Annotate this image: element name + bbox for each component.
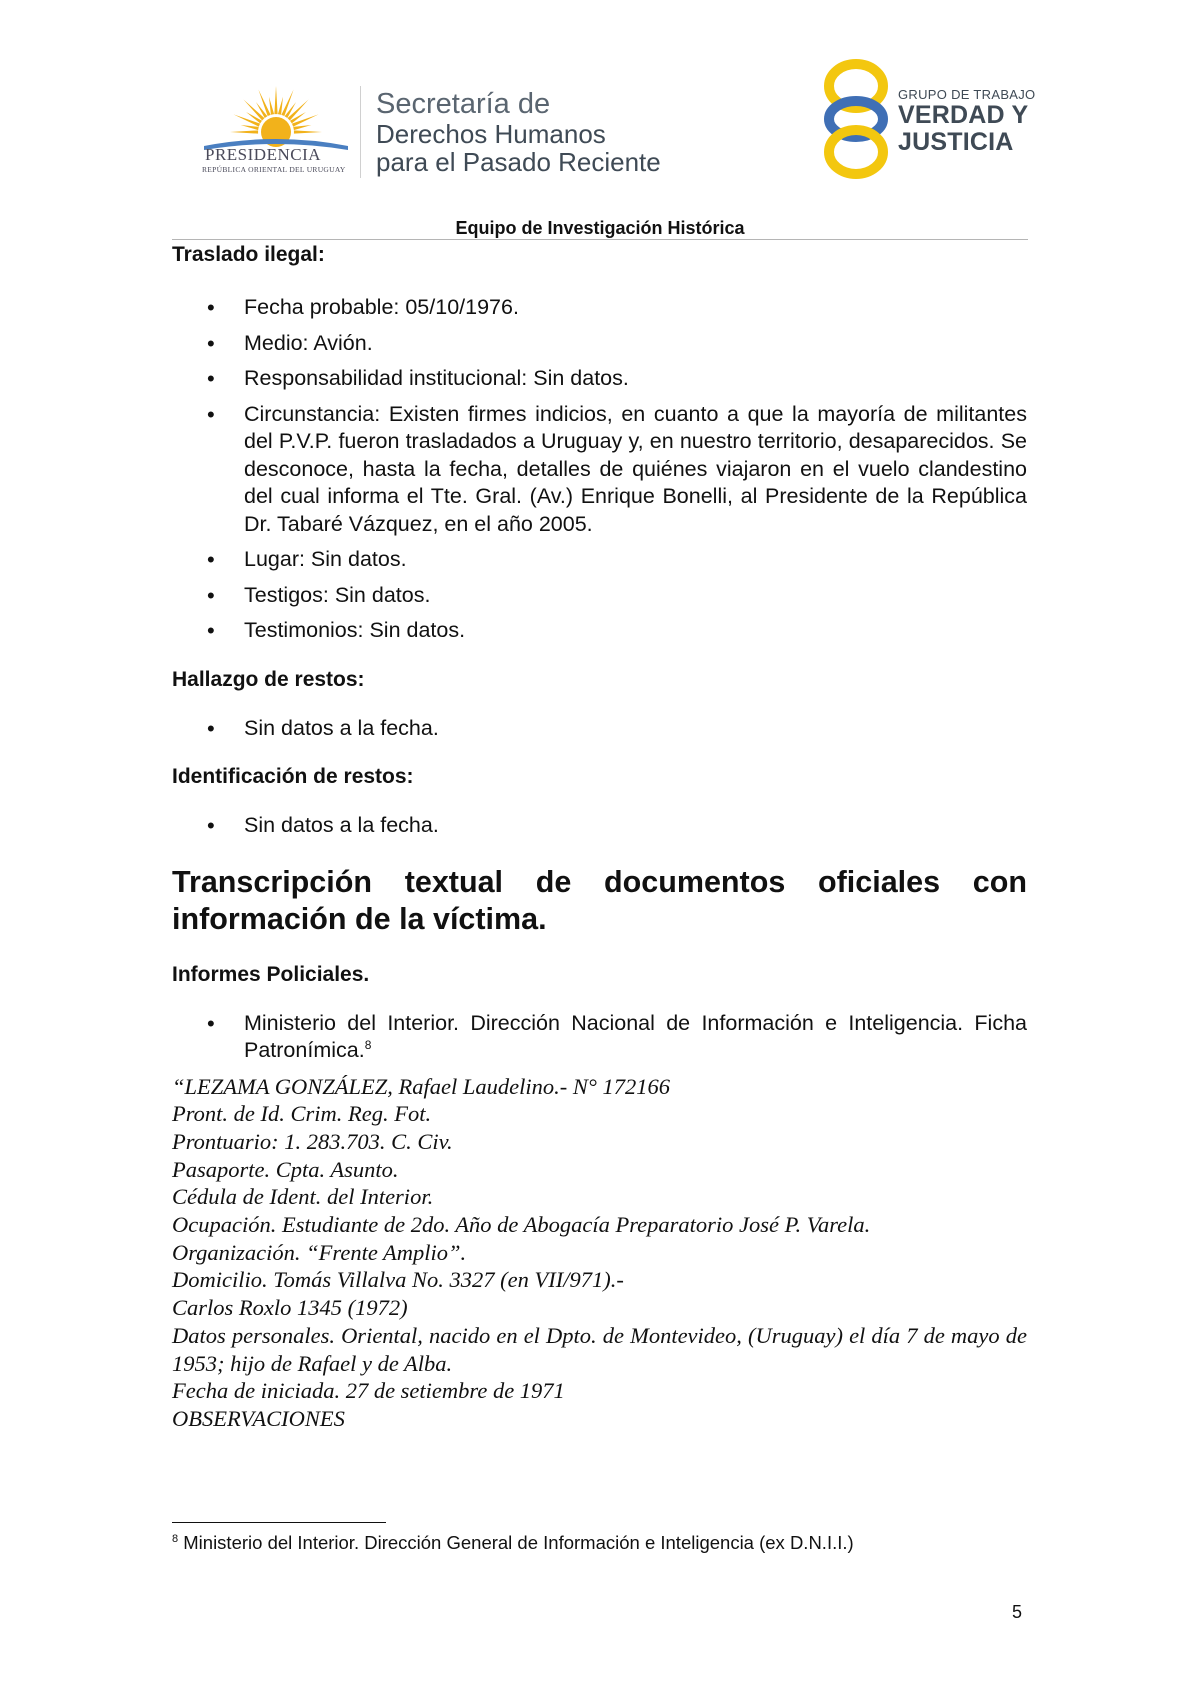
sun-ray [230,130,258,133]
team-heading: Equipo de Investigación Histórica [455,218,745,238]
logo-divider [360,86,361,178]
identificacion-list [172,812,1027,840]
transcription-line: Pasaporte. Cpta. Asunto. [172,1156,399,1182]
informes-policiales-title: Informes Policiales. [172,962,370,986]
transcription-line: OBSERVACIONES [172,1405,345,1431]
traslado-list [172,294,1027,645]
section-identificacion-title: Identificación de restos: [172,765,414,788]
transcription-line: Domicilio. Tomás Villalva No. 3327 (en VII/971).- [172,1267,624,1293]
page-content [172,240,1027,1433]
transcription-block [172,1073,1027,1433]
footnote-text: Ministerio del Interior. Dirección General de Información e Inteligencia (ex D.N.I.I.) [183,1532,854,1553]
footnote-rule [172,1522,386,1523]
footnote-ref: 8 [364,1037,372,1052]
sun-ray [234,114,261,126]
list-item: • Responsabilidad institucional: Sin datos. [172,365,1027,393]
list-item: • Sin datos a la fecha. [172,812,1027,840]
list-item: • Sin datos a la fecha. [172,715,1027,743]
sun-ray [294,130,322,133]
list-item: • Circunstancia: Existen firmes indicios, en cuanto a que la mayoría de militantes del P.V.P. fueron trasladados a Uruguay y, en nuestro territorio, desaparecidos. Se desconoce, hasta la fecha, detalles de quiénes viajaron en el vuelo clandestino del cual informa el Tte. Gral. (Av.) Enrique Bonelli, al Presidente de la República Dr. Tabaré Vázquez, en el año 2005. [172,401,1027,539]
footnote [172,1532,854,1554]
sun-ray [241,125,259,130]
grupo-line-3: JUSTICIA [898,128,1014,156]
list-item [172,1010,1027,1065]
presidencia-wordmark: PRESIDENCIA [205,145,322,164]
transcription-line: Fecha de iniciada. 27 de setiembre de 1971 [172,1378,565,1404]
informes-item-text: Ministerio del Interior. Dirección Nacional de Información e Inteligencia. Ficha Patronímica. [244,1010,1027,1062]
footnote-number: 8 [172,1532,179,1545]
secretaria-line-2: Derechos Humanos [376,119,606,149]
hallazgo-list [172,715,1027,743]
presidencia-subtitle: REPÚBLICA ORIENTAL DEL URUGUAY [202,165,346,174]
grupo-line-2: VERDAD Y [898,101,1029,129]
transcription-line: “LEZAMA GONZÁLEZ, Rafael Laudelino.- N° 172166 [172,1073,670,1099]
secretaria-wordmark [376,90,661,175]
verdad-justicia-wordmark [898,88,1035,155]
transcripcion-title: Transcripción textual de documentos oficiales con información de la víctima. [172,864,1027,936]
grupo-line-1: GRUPO DE TRABAJO [898,87,1036,102]
transcription-line: Datos personales. Oriental, nacido en el Dpto. de Montevideo, (Uruguay) el día 7 de mayo de 1953; hijo de Rafael y de Alba. [172,1322,1027,1376]
section-traslado-title: Traslado ilegal: [172,243,325,266]
transcription-line: Pront. de Id. Crim. Reg. Fot. [172,1101,432,1127]
transcription-line: Organización. “Frente Amplio”. [172,1239,467,1265]
transcription-line: Ocupación. Estudiante de 2do. Año de Abogacía Preparatorio José P. Varela. [172,1212,871,1238]
list-item: • Lugar: Sin datos. [172,546,1027,574]
list-item: • Testigos: Sin datos. [172,582,1027,610]
section-hallazgo-title: Hallazgo de restos: [172,667,365,691]
secretaria-line-1: Secretaría de [376,88,551,120]
sun-ray [274,86,277,114]
sun-ray [269,97,274,115]
sun-ray [281,90,293,117]
transcription-line: Carlos Roxlo 1345 (1972) [172,1295,408,1321]
informes-list [172,1010,1027,1065]
page-header [0,0,1190,240]
sun-ray [278,97,283,115]
verdad-justicia-rings-logo [820,58,892,180]
secretaria-line-3: para el Pasado Reciente [376,147,661,177]
sun-ray [293,125,311,130]
page-number: 5 [1012,1602,1023,1622]
sun-ray [258,90,270,117]
list-item: • Medio: Avión. [172,330,1027,358]
transcription-line: Cédula de Ident. del Interior. [172,1184,434,1210]
list-item: • Testimonios: Sin datos. [172,617,1027,645]
list-item: • Fecha probable: 05/10/1976. [172,294,1027,322]
transcription-line: Prontuario: 1. 283.703. C. Civ. [172,1128,453,1154]
sun-ray [292,114,319,126]
